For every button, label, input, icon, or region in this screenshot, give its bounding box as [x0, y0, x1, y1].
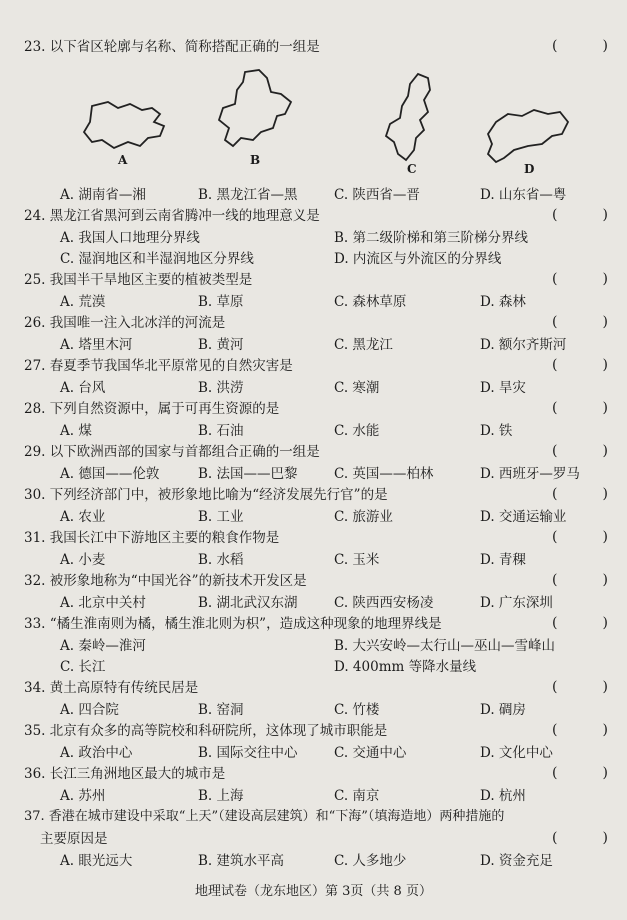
answer-parentheses: ( )	[552, 38, 608, 54]
map-label-a: A	[118, 153, 128, 167]
question-23-stem: 23. 以下省区轮廓与名称、简称搭配正确的一组是	[24, 39, 320, 55]
question-33-stem: 33. “橘生淮南则为橘，橘生淮北则为枳”，造成这种现象的地理界线是	[24, 616, 442, 632]
option-a: A. 小麦	[60, 552, 106, 568]
option-d: D. 铁	[480, 423, 513, 439]
question-32-stem: 32. 被形象地称为“中国光谷”的新技术开发区是	[24, 573, 307, 589]
question-37-stem: 37. 香港在城市建设中采取“上天”（建设高层建筑）和“下海”（填海造地）两种措施的	[24, 809, 505, 824]
option-d: D. 资金充足	[480, 853, 553, 869]
answer-parentheses: ( )	[552, 722, 608, 738]
answer-parentheses: ( )	[552, 486, 608, 502]
option-c: C. 水能	[334, 423, 380, 439]
option-a: A. 荒漠	[60, 294, 106, 310]
option-d: D. 旱灾	[480, 380, 526, 396]
option-c: C. 寒潮	[334, 380, 380, 396]
question-37-stem-continued: 主要原因是	[40, 831, 108, 847]
answer-parentheses: ( )	[552, 443, 608, 459]
question-30-stem: 30. 下列经济部门中，被形象地比喻为“经济发展先行官”的是	[24, 487, 388, 503]
option-d: D. 广东深圳	[480, 595, 553, 611]
map-label-d: D	[524, 162, 535, 176]
answer-parentheses: ( )	[552, 207, 608, 223]
option-a: A. 德国——伦敦	[60, 466, 160, 482]
question-26-stem: 26. 我国唯一注入北冰洋的河流是	[24, 315, 226, 331]
option-c: C. 森林草原	[334, 294, 407, 310]
option-d: D. 内流区与外流区的分界线	[334, 251, 502, 267]
province-outline-b	[215, 68, 295, 153]
option-a: A. 我国人口地理分界线	[60, 230, 200, 246]
option-b: B. 水稻	[198, 552, 244, 568]
option-d: D. 碉房	[480, 702, 526, 718]
option-c: C. 玉米	[334, 552, 380, 568]
page-footer: 地理试卷（龙东地区）第 3页（共 8 页）	[195, 884, 432, 899]
option-b: B. 第二级阶梯和第三阶梯分界线	[334, 230, 529, 246]
option-a: A. 塔里木河	[60, 337, 133, 353]
question-29-stem: 29. 以下欧洲西部的国家与首都组合正确的一组是	[24, 444, 320, 460]
option-a: A. 台风	[60, 380, 106, 396]
option-b: B. 建筑水平高	[198, 853, 285, 869]
option-a: A. 煤	[60, 423, 92, 439]
option-b: B. 法国——巴黎	[198, 466, 298, 482]
option-d: D. 交通运输业	[480, 509, 567, 525]
option-b: B. 黑龙江省—黑	[198, 187, 298, 203]
option-c: C. 陕西省—晋	[334, 187, 420, 203]
question-36-stem: 36. 长江三角洲地区最大的城市是	[24, 766, 226, 782]
answer-parentheses: ( )	[552, 400, 608, 416]
option-b: B. 湖北武汉东湖	[198, 595, 298, 611]
option-b: B. 大兴安岭—太行山—巫山—雪峰山	[334, 638, 556, 654]
option-a: A. 湖南省—湘	[60, 187, 146, 203]
option-d: D. 额尔齐斯河	[480, 337, 567, 353]
option-b: B. 窑洞	[198, 702, 244, 718]
province-outline-a	[80, 96, 170, 154]
option-c: C. 长江	[60, 659, 106, 675]
option-a: A. 秦岭—淮河	[60, 638, 146, 654]
map-label-b: B	[250, 153, 261, 167]
option-d: D. 森林	[480, 294, 526, 310]
answer-parentheses: ( )	[552, 765, 608, 781]
option-b: B. 国际交往中心	[198, 745, 298, 761]
option-b: B. 石油	[198, 423, 244, 439]
option-c: C. 南京	[334, 788, 380, 804]
option-b: B. 工业	[198, 509, 244, 525]
option-d: D. 青稞	[480, 552, 526, 568]
question-27-stem: 27. 春夏季节我国华北平原常见的自然灾害是	[24, 358, 293, 374]
option-a: A. 眼光远大	[60, 853, 133, 869]
answer-parentheses: ( )	[552, 271, 608, 287]
option-a: A. 政治中心	[60, 745, 133, 761]
question-31-stem: 31. 我国长江中下游地区主要的粮食作物是	[24, 530, 280, 546]
answer-parentheses: ( )	[552, 679, 608, 695]
option-b: B. 上海	[198, 788, 244, 804]
answer-parentheses: ( )	[552, 615, 608, 631]
province-outline-d	[482, 106, 572, 166]
option-c: C. 竹楼	[334, 702, 380, 718]
option-a: A. 北京中关村	[60, 595, 146, 611]
option-d: D. 西班牙—罗马	[480, 466, 580, 482]
option-d: D. 400mm 等降水量线	[334, 659, 477, 675]
option-b: B. 草原	[198, 294, 244, 310]
option-b: B. 黄河	[198, 337, 244, 353]
option-c: C. 英国——柏林	[334, 466, 434, 482]
province-outline-c	[378, 72, 440, 164]
question-35-stem: 35. 北京有众多的高等院校和科研院所，这体现了城市职能是	[24, 723, 388, 739]
option-c: C. 人多地少	[334, 853, 407, 869]
question-24-stem: 24. 黑龙江省黑河到云南省腾冲一线的地理意义是	[24, 208, 320, 224]
question-34-stem: 34. 黄土高原特有传统民居是	[24, 680, 199, 696]
option-c: C. 陕西西安杨凌	[334, 595, 434, 611]
option-c: C. 交通中心	[334, 745, 407, 761]
option-d: D. 杭州	[480, 788, 526, 804]
answer-parentheses: ( )	[552, 830, 608, 846]
option-d: D. 山东省—粤	[480, 187, 567, 203]
option-c: C. 湿润地区和半湿润地区分界线	[60, 251, 254, 267]
answer-parentheses: ( )	[552, 357, 608, 373]
option-d: D. 文化中心	[480, 745, 553, 761]
option-a: A. 农业	[60, 509, 106, 525]
option-b: B. 洪涝	[198, 380, 244, 396]
option-a: A. 苏州	[60, 788, 106, 804]
map-label-c: C	[407, 162, 417, 176]
answer-parentheses: ( )	[552, 529, 608, 545]
option-a: A. 四合院	[60, 702, 119, 718]
question-25-stem: 25. 我国半干旱地区主要的植被类型是	[24, 272, 253, 288]
answer-parentheses: ( )	[552, 314, 608, 330]
option-c: C. 黑龙江	[334, 337, 393, 353]
answer-parentheses: ( )	[552, 572, 608, 588]
question-28-stem: 28. 下列自然资源中，属于可再生资源的是	[24, 401, 280, 417]
option-c: C. 旅游业	[334, 509, 393, 525]
